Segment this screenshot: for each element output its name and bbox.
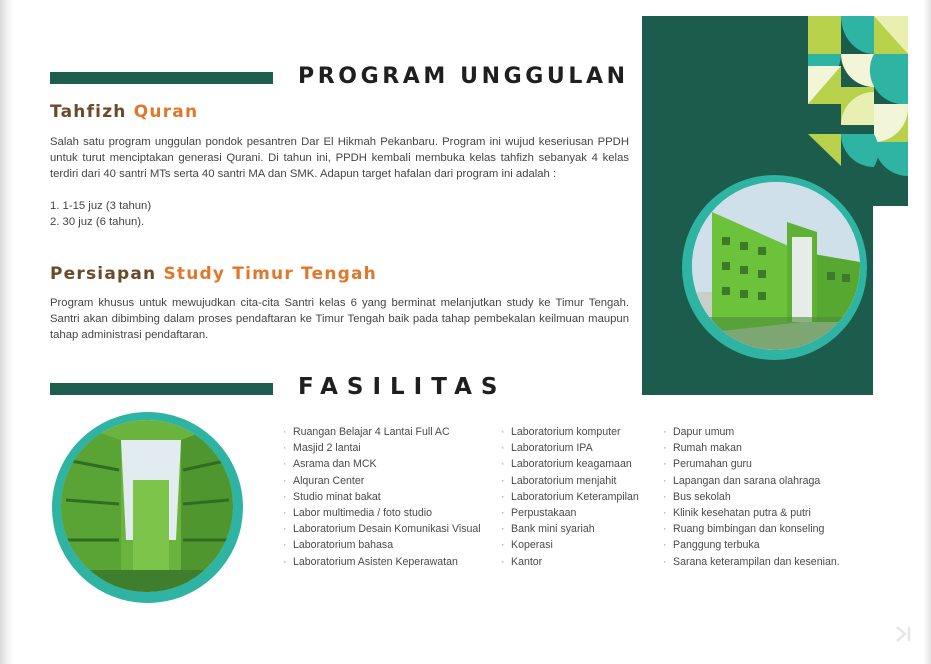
last-page-icon[interactable]: [891, 622, 915, 646]
geometric-pattern-icon: [808, 16, 908, 206]
facility-item: · Laboratorium Keterampilan: [501, 490, 639, 503]
facility-item: · Bus sekolah: [663, 490, 731, 503]
facility-item: · Koperasi: [501, 539, 553, 552]
subheading-persiapan-part2: Study Timur Tengah: [163, 264, 377, 284]
facilities-column-2: [501, 424, 639, 570]
facilities-column-3: [663, 424, 840, 570]
facility-item: · Kantor: [501, 555, 543, 568]
facility-item: · Bank mini syariah: [501, 523, 595, 536]
tahfizh-paragraph: Salah satu program unggulan pondok pesantren Dar El Hikmah Pekanbaru. Program ini wujud keseriusan PPDH untuk turut menciptakan generasi Qurani. Di tahun ini, PPDH kembali membuka kelas tahfizh sebanyak 4 kelas terdiri dari 40 santri MTs serta 40 santri MA dan SMK. Adapun target hafalan dari program ini adalah :: [50, 136, 629, 180]
subheading-tahfizh-part2: Quran: [133, 102, 199, 122]
facility-item: · Asrama dan MCK: [283, 458, 377, 471]
courtyard-photo: [61, 420, 233, 592]
subheading-persiapan: [50, 264, 377, 284]
subheading-persiapan-part1: Persiapan: [50, 264, 157, 284]
facility-item: · Masjid 2 lantai: [283, 442, 361, 455]
facility-item: · Laboratorium komputer: [501, 426, 621, 438]
page-edge-shadow: [0, 0, 14, 664]
facilities-column-1: [283, 424, 481, 570]
facility-item: · Dapur umum: [663, 426, 735, 438]
facility-item: · Rumah makan: [663, 442, 742, 455]
facility-item: · Laboratorium bahasa: [283, 539, 394, 552]
heading-fasilitas: FASILITAS: [298, 374, 507, 400]
page-edge-shadow-right: [923, 0, 931, 664]
building-photo: [692, 182, 860, 350]
facility-item: · Laboratorium Desain Komunikasi Visual: [283, 523, 481, 536]
facility-item: · Labor multimedia / foto studio: [283, 506, 432, 519]
facility-item: · Laboratorium IPA: [501, 442, 593, 455]
courtyard-photo-frame: [52, 412, 243, 603]
facility-item: · Laboratorium menjahit: [501, 474, 617, 487]
facility-item: · Ruangan Belajar 4 Lantai Full AC: [283, 426, 450, 438]
facility-item: · Perpustakaan: [501, 506, 577, 519]
tahfizh-target-item: 2. 30 juz (6 tahun).: [50, 216, 145, 228]
facility-item: · Ruang bimbingan dan konseling: [663, 523, 825, 536]
subheading-tahfizh-part1: Tahfizh: [50, 102, 127, 122]
facility-item: · Laboratorium keagamaan: [501, 458, 632, 471]
facility-item: · Lapangan dan sarana olahraga: [663, 474, 821, 487]
tahfizh-target-item: 1. 1-15 juz (3 tahun): [50, 200, 152, 212]
facility-item: · Alquran Center: [283, 474, 365, 487]
heading-bar-fasilitas: [50, 383, 273, 395]
building-photo-frame: [682, 175, 867, 360]
facility-item: · Klinik kesehatan putra & putri: [663, 506, 811, 519]
heading-program-unggulan: PROGRAM UNGGULAN: [298, 64, 629, 89]
facility-item: · Perumahan guru: [663, 458, 752, 471]
tahfizh-target-list: [50, 198, 151, 230]
facility-item: · Panggung terbuka: [663, 539, 760, 552]
facility-item: · Sarana keterampilan dan kesenian.: [663, 555, 840, 568]
facility-item: · Studio minat bakat: [283, 490, 381, 503]
heading-bar-program: [50, 72, 273, 84]
persiapan-paragraph: Program khusus untuk mewujudkan cita-cita Santri kelas 6 yang berminat melanjutkan study ke Timur Tengah. Santri akan dibimbing dalam proses pendaftaran ke Timur Tengah baik pada tahap pembekalan keilmuan maupun tahap administrasi pendaftaran.: [50, 297, 629, 341]
facility-item: · Laboratorium Asisten Keperawatan: [283, 555, 458, 568]
subheading-tahfizh: [50, 102, 198, 122]
